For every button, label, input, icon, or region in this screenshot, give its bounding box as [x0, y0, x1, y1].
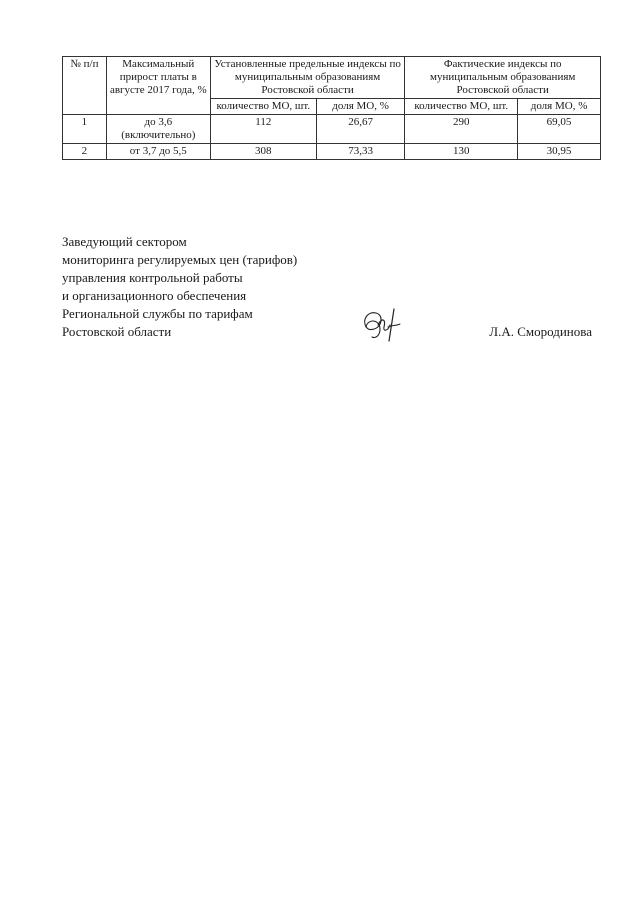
signatory-last-line — [62, 323, 602, 341]
cell-act-count: 290 — [405, 115, 518, 144]
cell-range: от 3,7 до 5,5 — [106, 144, 210, 160]
col-header-num: № п/п — [63, 57, 107, 115]
table-row — [63, 144, 601, 160]
col-header-established: Установленные предельные индексы по муниципальным образованиям Ростовской области — [210, 57, 405, 99]
cell-num: 1 — [63, 115, 107, 144]
cell-est-share: 26,67 — [316, 115, 405, 144]
cell-act-share: 69,05 — [518, 115, 601, 144]
cell-est-share: 73,33 — [316, 144, 405, 160]
signatory-title-line: Региональной службы по тарифам — [62, 306, 253, 321]
col-header-actual: Фактические индексы по муниципальным образованиям Ростовской области — [405, 57, 601, 99]
col-header-est-count: количество МО, шт. — [210, 99, 316, 115]
col-header-act-count: количество МО, шт. — [405, 99, 518, 115]
handwritten-signature — [358, 305, 408, 343]
cell-est-count: 112 — [210, 115, 316, 144]
cell-range: до 3,6 (включительно) — [106, 115, 210, 144]
signatory-title-line: мониторинга регулируемых цен (тарифов) — [62, 252, 298, 267]
cell-act-share: 30,95 — [518, 144, 601, 160]
signatory-title-line: Заведующий сектором — [62, 234, 187, 249]
table-row — [63, 115, 601, 144]
col-header-act-share: доля МО, % — [518, 99, 601, 115]
signatory-name: Л.А. Смородинова — [489, 324, 592, 339]
index-table — [62, 56, 601, 160]
col-header-est-share: доля МО, % — [316, 99, 405, 115]
signatory-title-line: управления контрольной работы — [62, 270, 243, 285]
signatory-title-line: и организационного обеспечения — [62, 288, 247, 303]
cell-num: 2 — [63, 144, 107, 160]
col-header-max-growth: Максимальный прирост платы в августе 2017 года, % — [106, 57, 210, 115]
cell-act-count: 130 — [405, 144, 518, 160]
signature-block — [62, 233, 602, 341]
signatory-title-line: Ростовской области — [62, 324, 172, 339]
cell-est-count: 308 — [210, 144, 316, 160]
